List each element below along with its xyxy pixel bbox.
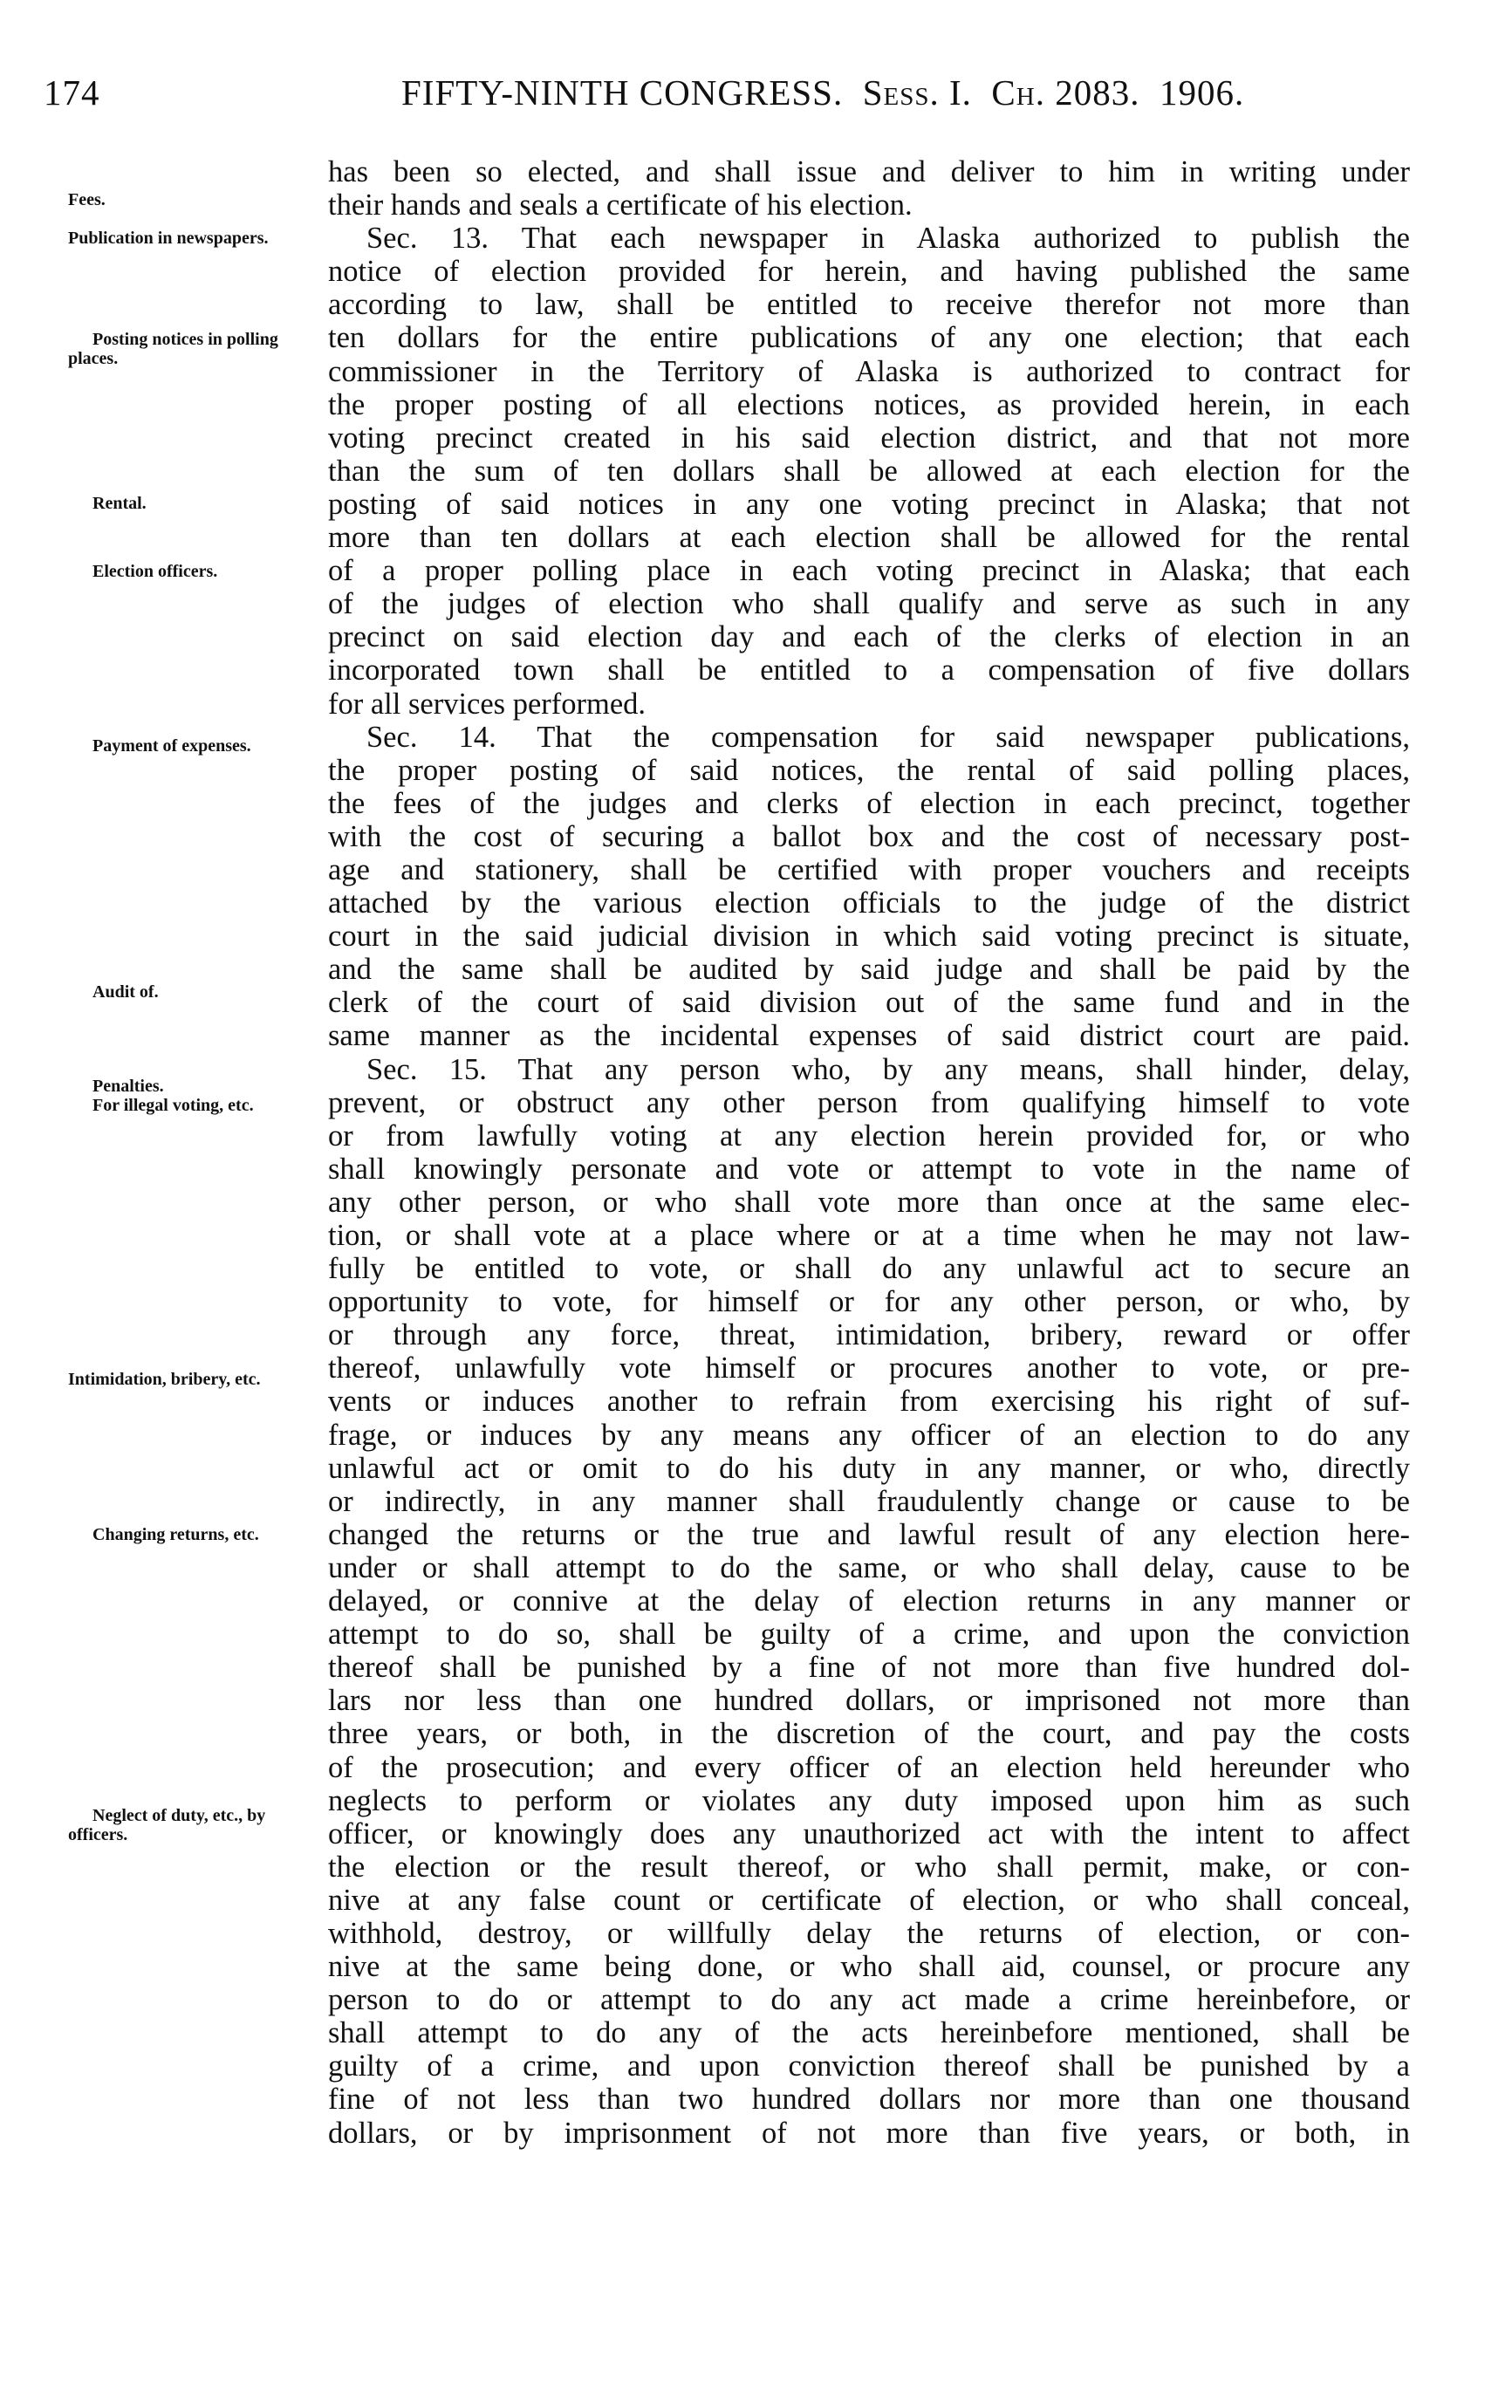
text-line: guilty of a crime, and upon conviction thereof shall be punished by a [328,2049,1410,2083]
text-line: commissioner in the Territory of Alaska is authorized to contract for [328,354,1410,388]
text-line: the election or the result thereof, or who shall permit, make, or con- [328,1850,1410,1884]
text-line: tion, or shall vote at a place where or at a time when he may not law- [328,1219,1410,1252]
text-line: under or shall attempt to do the same, or who shall delay, cause to be [328,1550,1410,1584]
text-line: or from lawfully voting at any election herein provided for, or who [328,1118,1410,1153]
text-line: delayed, or connive at the delay of election returns in any manner or [328,1584,1410,1618]
text-line: thereof shall be punished by a fine of not more than five hundred dol- [328,1651,1410,1685]
text-line: changed the returns or the true and lawful result of any election here- [328,1517,1410,1551]
margin-note-posting: Posting notices in polling places. [68,330,278,368]
margin-note-illegal-voting: For illegal voting, etc. [92,1096,254,1115]
text-line: dollars, or by imprisonment of not more than five years, or both, in [328,2116,1410,2150]
margin-note-intimidation: Intimidation, bribery, etc. [68,1370,261,1389]
text-line: according to law, shall be entitled to receive therefor not more than [328,288,1410,322]
text-line: shall knowingly personate and vote or attempt to vote in the name of [328,1152,1410,1186]
text-line: or indirectly, in any manner shall fraudulently change or cause to be [328,1484,1410,1518]
text-line: precinct on said election day and each of the clerks of election in an [328,620,1410,654]
text-line: the proper posting of said notices, the rental of said polling places, [328,753,1410,787]
text-line: opportunity to vote, for himself or for any other person, or who, by [328,1285,1410,1319]
text-line: nive at any false count or certificate of election, or who shall conceal, [328,1883,1410,1917]
text-line: clerk of the court of said division out of the same fund and in the [328,986,1410,1020]
text-line: nive at the same being done, or who shall aid, counsel, or procure any [328,1950,1410,1984]
margin-note-penalties: Penalties. [92,1077,164,1096]
text-line: attached by the various election officials to the judge of the district [328,886,1410,920]
text-line: or through any force, threat, intimidation, bribery, reward or offer [328,1318,1410,1352]
text-line: officer, or knowingly does any unauthorized act with the intent to affect [328,1816,1410,1850]
congress-title: FIFTY-NINTH CONGRESS. [401,72,844,113]
text-line: of the prosecution; and every officer of an election held hereunder who [328,1750,1410,1784]
text-line: person to do or attempt to do any act made a crime hereinbefore, or [328,1983,1410,2017]
text-line: neglects to perform or violates any duty imposed upon him as such [328,1783,1410,1817]
text-line: age and stationery, shall be certified with proper vouchers and receipts [328,852,1410,886]
text-line: posting of said notices in any one voting precinct in Alaska; that not [328,487,1410,521]
text-line: frage, or induces by any means any officer of an election to do any [328,1418,1410,1452]
text-line: same manner as the incidental expenses of said district court are paid. [328,1019,1410,1053]
margin-note-changing-returns: Changing returns, etc. [92,1525,259,1544]
text-line: and the same shall be audited by said judge and shall be paid by the [328,953,1410,987]
text-line: fine of not less than two hundred dollars nor more than one thousand [328,2083,1410,2117]
running-title [401,72,1244,113]
text-line: vents or induces another to refrain from exercising his right of suf- [328,1385,1410,1419]
page-number: 174 [44,72,100,113]
text-line: fully be entitled to vote, or shall do any unlawful act to secure an [328,1252,1410,1286]
text-line: unlawful act or omit to do his duty in any manner, or who, directly [328,1451,1410,1485]
text-line: incorporated town shall be entitled to a compensation of five dollars [328,653,1410,688]
text-line: notice of election provided for herein, and having published the same [328,255,1410,289]
margin-note-fees: Fees. [68,190,106,209]
session-label: Sess. I. [862,72,972,113]
text-line: more than ten dollars at each election shall be allowed for the rental [328,521,1410,555]
text-line: than the sum of ten dollars shall be allowed at each election for the [328,454,1410,488]
text-line: has been so elected, and shall issue and deliver to him in writing under [328,155,1410,188]
text-line: thereof, unlawfully vote himself or procures another to vote, or pre- [328,1351,1410,1385]
chapter-label: Ch. 2083. [991,72,1140,113]
text-line: any other person, or who shall vote more than once at the same elec- [328,1185,1410,1219]
text-line: for all services performed. [328,687,647,721]
margin-notes [68,0,321,2408]
section-15-heading: Sec. 15. That any person who, by any means, shall hinder, delay, [366,1052,1410,1086]
text-line: court in the said judicial division in which said voting precinct is situate, [328,920,1410,954]
text-line: with the cost of securing a ballot box and the cost of necessary post- [328,819,1410,853]
margin-note-payment: Payment of expenses. [92,736,251,756]
margin-note-neglect-of-duty: Neglect of duty, etc., by officers. [68,1806,266,1844]
text-line: of the judges of election who shall qualify and serve as such in any [328,587,1410,621]
text-line: prevent, or obstruct any other person from qualifying himself to vote [328,1085,1410,1119]
text-line: lars nor less than one hundred dollars, or imprisoned not more than [328,1684,1410,1718]
text-line: shall attempt to do any of the acts hereinbefore mentioned, shall be [328,2016,1410,2050]
margin-note-election-officers: Election officers. [92,562,218,581]
text-line: the proper posting of all elections notices, as provided herein, in each [328,387,1410,421]
section-13-heading: Sec. 13. That each newspaper in Alaska authorized to publish the [366,222,1410,256]
year-label: 1906. [1159,72,1245,113]
text-line: withhold, destroy, or willfully delay the returns of election, or con- [328,1916,1410,1950]
margin-note-publication: Publication in newspapers. [68,229,269,248]
text-line: the fees of the judges and clerks of election in each precinct, together [328,786,1410,820]
statute-body [328,155,1410,2150]
section-14-heading: Sec. 14. That the compensation for said newspaper publications, [366,720,1410,754]
text-line: ten dollars for the entire publications of any one election; that each [328,321,1410,355]
text-line: three years, or both, in the discretion of the court, and pay the costs [328,1717,1410,1751]
text-line: attempt to do so, shall be guilty of a crime, and upon the conviction [328,1618,1410,1652]
text-line: their hands and seals a certificate of his election. [328,188,913,222]
margin-note-rental: Rental. [92,494,147,513]
margin-note-audit: Audit of. [92,982,159,1002]
text-line: voting precinct created in his said election district, and that not more [328,421,1410,455]
text-line: of a proper polling place in each voting precinct in Alaska; that each [328,554,1410,588]
